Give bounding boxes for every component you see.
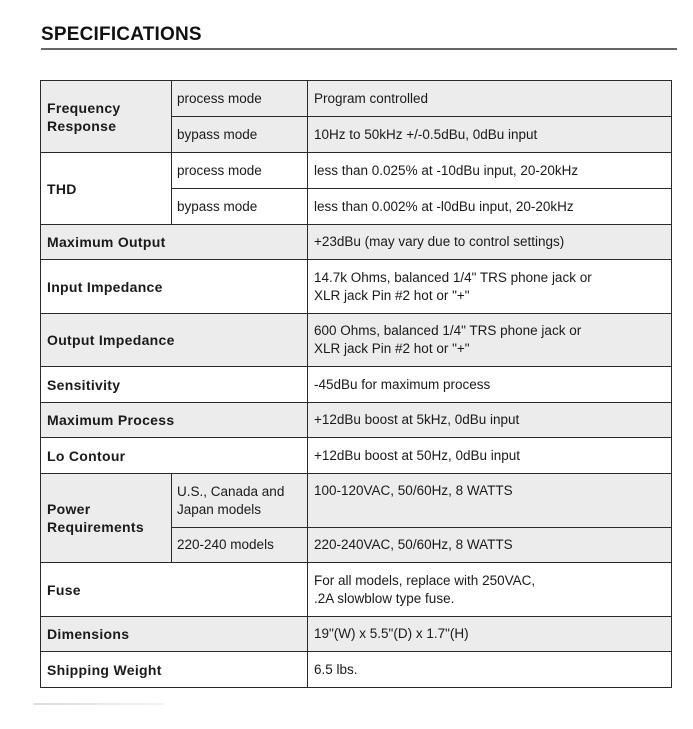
table-row-fuse: [41, 563, 672, 617]
spec-value: Program controlled: [308, 81, 672, 117]
spec-mode-label: process mode: [172, 81, 308, 117]
spec-label-frequency-response: Frequency Response: [41, 81, 172, 153]
spec-mode-label: bypass mode: [172, 117, 308, 153]
table-row-lo-contour: [41, 438, 672, 474]
spec-mode-label: [172, 474, 308, 528]
spec-label-lo-contour: Lo Contour: [41, 438, 308, 474]
spec-value: 220-240VAC, 50/60Hz, 8 WATTS: [308, 528, 672, 563]
spec-value: less than 0.002% at -l0dBu input, 20-20kHz: [308, 189, 672, 225]
page-edge-shadow: [34, 703, 164, 705]
table-row-maximum-process: [41, 403, 672, 438]
spec-value-line: XLR jack Pin #2 hot or "+": [314, 341, 470, 356]
spec-label-fuse: Fuse: [41, 563, 308, 617]
specifications-table: [40, 80, 672, 688]
spec-value: +12dBu boost at 50Hz, 0dBu input: [308, 438, 672, 474]
table-row-dimensions: [41, 617, 672, 652]
table-row-input-impedance: [41, 260, 672, 314]
table-row-shipping-weight: [41, 652, 672, 688]
spec-label-output-impedance: Output Impedance: [41, 314, 308, 367]
spec-mode-label: process mode: [172, 153, 308, 189]
spec-value: 6.5 lbs.: [308, 652, 672, 688]
spec-label-line: Requirements: [47, 519, 144, 535]
spec-value: +12dBu boost at 5kHz, 0dBu input: [308, 403, 672, 438]
spec-label-sensitivity: Sensitivity: [41, 367, 308, 403]
spec-value: +23dBu (may vary due to control settings): [308, 225, 672, 260]
spec-mode-label: 220-240 models: [172, 528, 308, 563]
table-row-sensitivity: [41, 367, 672, 403]
spec-label-maximum-output: Maximum Output: [41, 225, 308, 260]
table-row-power-us: [41, 474, 672, 528]
spec-label-maximum-process: Maximum Process: [41, 403, 308, 438]
spec-value-line: 14.7k Ohms, balanced 1/4" TRS phone jack or: [314, 269, 592, 285]
spec-mode-line: Japan models: [177, 501, 262, 517]
spec-value: less than 0.025% at -10dBu input, 20-20kHz: [308, 153, 672, 189]
spec-value: 10Hz to 50kHz +/-0.5dBu, 0dBu input: [308, 117, 672, 153]
table-row-thd-process: [41, 153, 672, 189]
spec-value-line: .2A slowblow type fuse.: [314, 590, 455, 606]
spec-label-thd: THD: [41, 153, 172, 225]
spec-value: [308, 260, 672, 314]
spec-label-line: Power: [47, 501, 91, 517]
spec-label-power-requirements: [41, 474, 172, 563]
table-row-maximum-output: [41, 225, 672, 260]
spec-value: 100-120VAC, 50/60Hz, 8 WATTS: [308, 474, 672, 528]
spec-mode-line: U.S., Canada and: [177, 483, 285, 499]
spec-label-dimensions: Dimensions: [41, 617, 308, 652]
table-row-output-impedance: [41, 314, 672, 367]
spec-label-shipping-weight: Shipping Weight: [41, 652, 308, 688]
spec-value: [308, 563, 672, 617]
spec-mode-label: bypass mode: [172, 189, 308, 225]
page-title: SPECIFICATIONS: [41, 24, 202, 45]
table-row-frequency-response-process: [41, 81, 672, 117]
title-divider: [41, 48, 677, 50]
spec-value: -45dBu for maximum process: [308, 367, 672, 403]
spec-value-line: XLR jack Pin #2 hot or "+": [314, 287, 470, 303]
spec-value: 19"(W) x 5.5"(D) x 1.7"(H): [308, 617, 672, 652]
spec-label-input-impedance: Input Impedance: [41, 260, 308, 314]
spec-value: [308, 314, 672, 367]
spec-value-line: 600 Ohms, balanced 1/4" TRS phone jack or: [314, 323, 582, 338]
spec-value-line: For all models, replace with 250VAC,: [314, 572, 536, 588]
